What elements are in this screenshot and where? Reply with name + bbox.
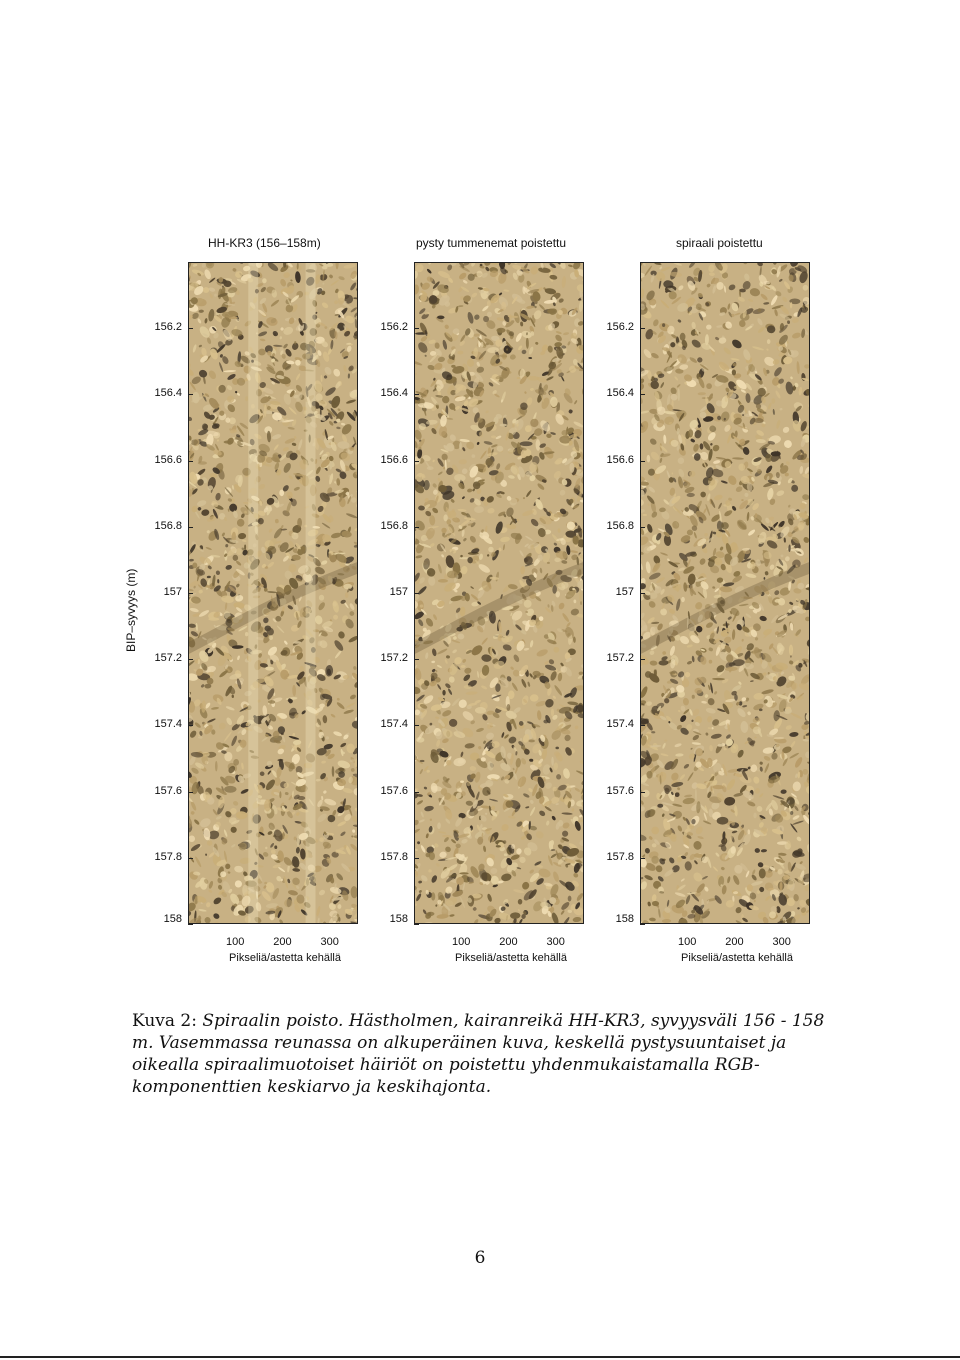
caption-text: Spiraalin poisto. Hästholmen, kairanreikä HH-KR3, syvyysväli 156 - 158 m. Vasemmassa reunassa on alkuperäinen kuva, keskellä pystysuuntaiset ja oikealla spiraalimuotoiset häiriöt on poistettu yhdenmukaistamalla RGB-komponenttien keskiarvo ja keskihajonta. [132, 1011, 825, 1097]
y-tick-mark [188, 461, 193, 462]
y-tick-mark [414, 924, 419, 925]
y-tick-mark [188, 792, 193, 793]
y-tick-mark [414, 792, 419, 793]
y-tick-mark [414, 461, 419, 462]
y-tick-mark [414, 527, 419, 528]
y-tick-label: 157.8 [606, 850, 634, 863]
x-tick-label: 200 [725, 936, 744, 948]
x-tick-label: 300 [546, 936, 565, 948]
y-tick-mark [640, 394, 645, 395]
y-tick-label: 157 [615, 586, 634, 598]
y-tick-label: 157.4 [154, 718, 182, 731]
y-tick-label: 156.8 [606, 519, 634, 532]
y-tick-mark [414, 725, 419, 726]
y-axis-label: BIP–syvyys (m) [124, 568, 138, 652]
y-tick-mark [640, 924, 645, 925]
y-tick-mark [640, 659, 645, 660]
y-tick-label: 157.6 [606, 784, 634, 797]
y-tick-label: 156.6 [154, 453, 182, 466]
y-tick-mark [188, 725, 193, 726]
x-tick-label: 100 [678, 936, 697, 948]
y-tick-label: 157.6 [154, 784, 182, 797]
y-tick-label: 158 [615, 913, 634, 925]
y-tick-label: 157.8 [380, 850, 408, 863]
y-tick-mark [414, 858, 419, 859]
granite-texture-original [189, 263, 357, 923]
y-tick-mark [640, 527, 645, 528]
panel-title-vertical-removed: pysty tummenemat poistettu [416, 236, 567, 250]
y-tick-mark [414, 593, 419, 594]
y-tick-label: 156.6 [380, 453, 408, 466]
y-tick-mark [640, 328, 645, 329]
y-tick-label: 157.2 [606, 652, 634, 665]
x-tick-label: 100 [452, 936, 471, 948]
y-tick-label: 156.2 [380, 321, 408, 334]
page-number: 6 [474, 1248, 486, 1268]
y-tick-mark [640, 792, 645, 793]
x-tick-label: 200 [273, 936, 292, 948]
borehole-image-vertical-removed [414, 262, 584, 924]
y-tick-label: 156.4 [154, 387, 182, 400]
x-tick-label: 200 [499, 936, 518, 948]
borehole-image-spiral-removed [640, 262, 810, 924]
x-tick-label: 300 [320, 936, 339, 948]
y-tick-mark [640, 593, 645, 594]
y-tick-mark [188, 858, 193, 859]
y-tick-mark [414, 328, 419, 329]
y-tick-label: 157.8 [154, 850, 182, 863]
y-tick-label: 157.2 [380, 652, 408, 665]
y-tick-label: 158 [163, 913, 182, 925]
x-axis-label: Pikseliä/astetta kehällä [229, 952, 341, 964]
granite-texture-spiral-removed [641, 263, 809, 923]
y-tick-label: 156.8 [380, 519, 408, 532]
y-tick-label: 157.4 [606, 718, 634, 731]
y-tick-label: 156.4 [606, 387, 634, 400]
panel-title-original: HH-KR3 (156–158m) [208, 236, 321, 250]
y-tick-mark [188, 527, 193, 528]
x-tick-label: 100 [226, 936, 245, 948]
borehole-image-original [188, 262, 358, 924]
y-tick-label: 157.6 [380, 784, 408, 797]
y-tick-label: 157.4 [380, 718, 408, 731]
caption-lead: Kuva 2: [132, 1011, 197, 1031]
y-tick-mark [188, 328, 193, 329]
y-tick-mark [188, 593, 193, 594]
x-axis-label: Pikseliä/astetta kehällä [455, 952, 567, 964]
y-tick-label: 156.2 [154, 321, 182, 334]
x-axis-label: Pikseliä/astetta kehällä [681, 952, 793, 964]
y-tick-label: 156.2 [606, 321, 634, 334]
bottom-rule [0, 1356, 960, 1358]
y-tick-mark [188, 394, 193, 395]
y-tick-mark [640, 858, 645, 859]
figure-caption [132, 1010, 832, 1098]
y-tick-label: 157 [163, 586, 182, 598]
x-tick-label: 300 [772, 936, 791, 948]
granite-texture-vertical-removed [415, 263, 583, 923]
y-tick-mark [414, 394, 419, 395]
y-tick-label: 156.8 [154, 519, 182, 532]
y-tick-mark [188, 659, 193, 660]
y-tick-mark [188, 924, 193, 925]
y-tick-label: 157 [389, 586, 408, 598]
y-tick-label: 158 [389, 913, 408, 925]
y-tick-mark [640, 461, 645, 462]
y-tick-mark [640, 725, 645, 726]
y-tick-mark [414, 659, 419, 660]
y-tick-label: 156.6 [606, 453, 634, 466]
y-tick-label: 157.2 [154, 652, 182, 665]
y-tick-label: 156.4 [380, 387, 408, 400]
panel-title-spiral-removed: spiraali poistettu [676, 236, 763, 250]
